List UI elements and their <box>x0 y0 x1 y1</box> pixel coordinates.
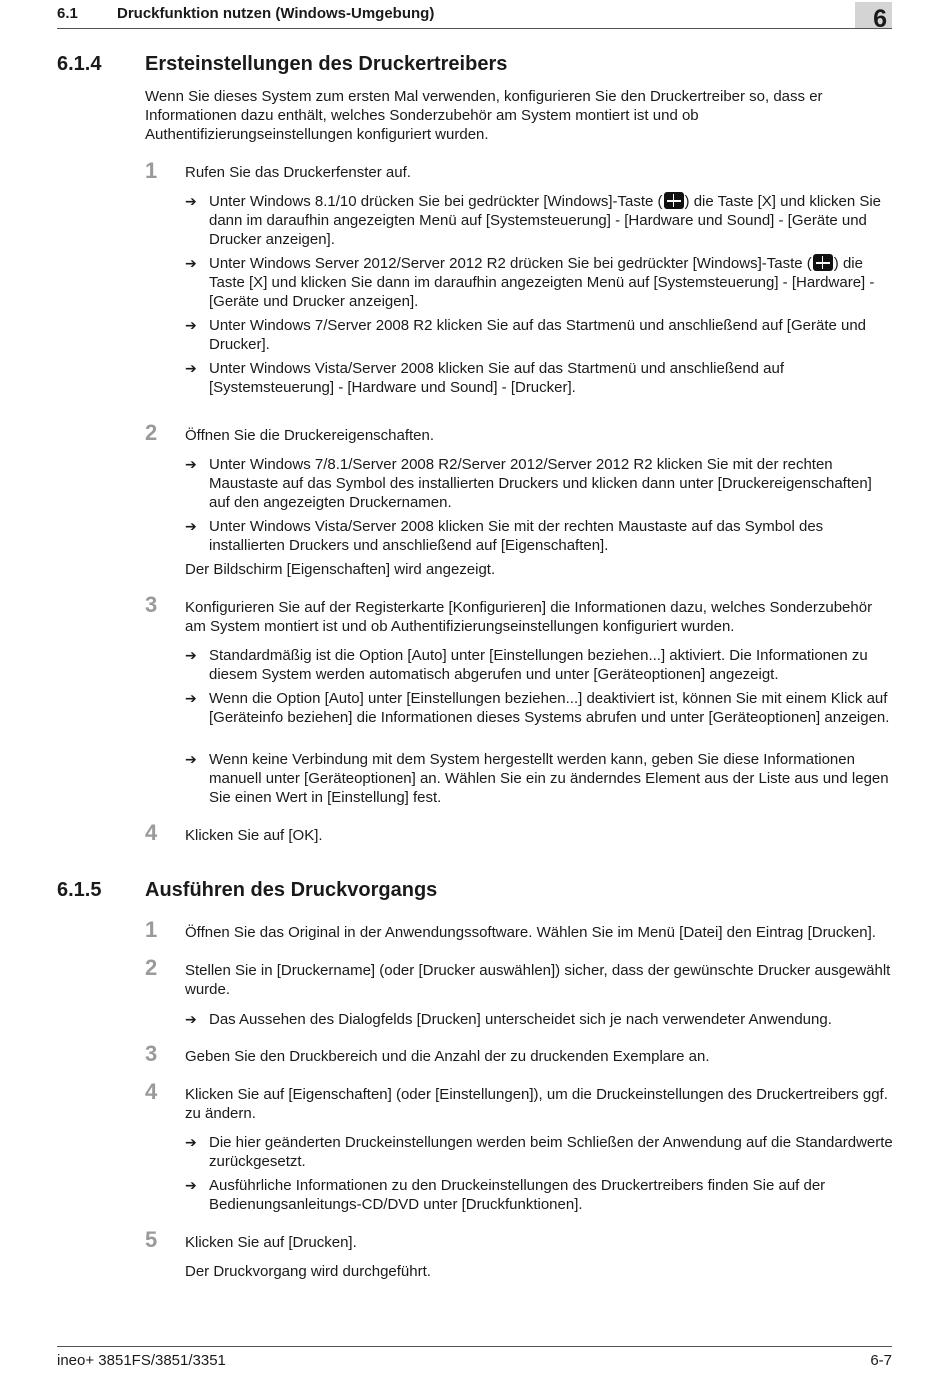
bullet-arrow-icon: ➔ <box>185 751 197 767</box>
bullet-item: Standardmäßig ist die Option [Auto] unter [Einstellungen beziehen...] aktiviert. Die Informationen zu diesem System werden automatisch abgerufen und unter [Geräteoptionen] angezeigt. <box>209 647 868 683</box>
header-section-number: 6.1 <box>57 5 78 22</box>
section-title: Ersteinstellungen des Druckertreibers <box>145 53 508 75</box>
bullet-arrow-icon: ➔ <box>185 255 197 271</box>
bullet-arrow-icon: ➔ <box>185 360 197 376</box>
bullet-text-before: Unter Windows Server 2012/Server 2012 R2 drücken Sie bei gedrückter [Windows]-Taste ( <box>209 255 812 272</box>
step-number: 2 <box>145 955 158 980</box>
bullet-arrow-icon: ➔ <box>185 518 197 534</box>
step-text: Klicken Sie auf [Eigenschaften] (oder [Einstellungen]), um die Druckeinstellungen des Druckertreibers ggf. zu ändern. <box>185 1086 888 1122</box>
footer-model: ineo+ 3851FS/3851/3351 <box>57 1352 226 1369</box>
step-number: 1 <box>145 158 158 183</box>
header-divider <box>57 28 892 29</box>
bullet-item: Unter Windows Vista/Server 2008 klicken Sie auf das Startmenü und anschließend auf [Systemsteuerung] - [Hardware und Sound] - [Drucker]. <box>209 360 785 396</box>
bullet-arrow-icon: ➔ <box>185 690 197 706</box>
step-result-note: Der Bildschirm [Eigenschaften] wird angezeigt. <box>185 561 496 578</box>
bullet-item: Die hier geänderten Druckeinstellungen werden beim Schließen der Anwendung auf die Standardwerte zurückgesetzt. <box>209 1134 893 1170</box>
step-text: Stellen Sie in [Druckername] (oder [Drucker auswählen]) sicher, dass der gewünschte Drucker ausgewählt wurde. <box>185 962 891 998</box>
bullet-arrow-icon: ➔ <box>185 1011 197 1027</box>
step-text: Öffnen Sie das Original in der Anwendungssoftware. Wählen Sie im Menü [Datei] den Eintrag [Drucken]. <box>185 924 876 941</box>
windows-key-icon <box>813 254 833 271</box>
bullet-item: Wenn die Option [Auto] unter [Einstellungen beziehen...] deaktiviert ist, können Sie mit einem Klick auf [Geräteinfo beziehen] die Informationen dieses Systems abrufen und unter [Geräteoptionen] anzeigen. <box>209 690 890 726</box>
intro-paragraph: Wenn Sie dieses System zum ersten Mal verwenden, konfigurieren Sie den Druckertreiber so, dass er Informationen dazu enthält, welches Sonderzubehör am System montiert ist und ob Authentifizierungseinstellungen konfiguriert wurden. <box>145 88 823 143</box>
bullet-arrow-icon: ➔ <box>185 193 197 209</box>
step-text: Öffnen Sie die Druckereigenschaften. <box>185 427 435 444</box>
step-text: Klicken Sie auf [Drucken]. <box>185 1234 357 1251</box>
step-number: 1 <box>145 917 158 942</box>
step-number: 2 <box>145 420 158 445</box>
footer-divider <box>57 1346 892 1347</box>
step-number: 3 <box>145 1041 158 1066</box>
footer-page-number: 6-7 <box>870 1352 892 1369</box>
step-result-note: Der Druckvorgang wird durchgeführt. <box>185 1263 431 1280</box>
section-title: Ausführen des Druckvorgangs <box>145 879 438 901</box>
bullet-item: Ausführliche Informationen zu den Druckeinstellungen des Druckertreibers finden Sie auf der Bedienungsanleitungs-CD/DVD unter [Druckfunktionen]. <box>209 1177 826 1213</box>
bullet-item: Wenn keine Verbindung mit dem System hergestellt werden kann, geben Sie diese Informationen manuell unter [Geräteoptionen] an. Wählen Sie ein zu änderndes Element aus der Liste aus und legen Sie einen Wert in [Einstellung] fest. <box>209 751 889 806</box>
bullet-text-after: ) die Taste [X] und klicken Sie dann im daraufhin angezeigten Menü auf [Systemsteuerung] - [Hardware und Sound] - [Geräte und Drucker anzeigen]. <box>209 193 882 248</box>
header-section-title: Druckfunktion nutzen (Windows-Umgebung) <box>117 5 435 22</box>
bullet-arrow-icon: ➔ <box>185 647 197 663</box>
step-number: 3 <box>145 592 158 617</box>
bullet-item <box>209 192 893 249</box>
step-number: 5 <box>145 1227 158 1252</box>
section-number: 6.1.4 <box>57 53 102 75</box>
bullet-item: Unter Windows 7/8.1/Server 2008 R2/Server 2012/Server 2012 R2 klicken Sie mit der rechten Maustaste auf das Symbol des installierten Druckers und klicken dann unter [Druckereigenschaften] auf den angezeigten Druckernamen. <box>209 456 872 511</box>
bullet-text-before: Unter Windows 8.1/10 drücken Sie bei gedrückter [Windows]-Taste ( <box>209 193 663 210</box>
bullet-item: Unter Windows Vista/Server 2008 klicken Sie mit der rechten Maustaste auf das Symbol des installierten Druckers und anschließend auf [Eigenschaften]. <box>209 518 824 554</box>
windows-key-icon <box>664 192 684 209</box>
step-text: Geben Sie den Druckbereich und die Anzahl der zu druckenden Exemplare an. <box>185 1048 710 1065</box>
step-number: 4 <box>145 820 158 845</box>
bullet-arrow-icon: ➔ <box>185 456 197 472</box>
bullet-arrow-icon: ➔ <box>185 317 197 333</box>
bullet-item: Unter Windows 7/Server 2008 R2 klicken Sie auf das Startmenü und anschließend auf [Geräte und Drucker]. <box>209 317 867 353</box>
bullet-item: Das Aussehen des Dialogfelds [Drucken] unterscheidet sich je nach verwendeter Anwendung. <box>209 1011 832 1028</box>
section-number: 6.1.5 <box>57 879 102 901</box>
bullet-item <box>209 254 893 311</box>
step-text: Klicken Sie auf [OK]. <box>185 827 323 844</box>
bullet-arrow-icon: ➔ <box>185 1134 197 1150</box>
step-number: 4 <box>145 1079 158 1104</box>
step-text: Rufen Sie das Druckerfenster auf. <box>185 164 411 181</box>
bullet-arrow-icon: ➔ <box>185 1177 197 1193</box>
bullet-text-after: ) die Taste [X] und klicken Sie dann im daraufhin angezeigten Menü auf [Systemsteuerung] - [Hardware] - [Geräte und Drucker anzeigen]. <box>209 255 875 310</box>
step-text: Konfigurieren Sie auf der Registerkarte [Konfigurieren] die Informationen dazu, welches Sonderzubehör am System montiert ist und ob Authentifizierungseinstellungen konfiguriert wurden. <box>185 599 873 635</box>
chapter-tab: 6 <box>855 2 892 29</box>
